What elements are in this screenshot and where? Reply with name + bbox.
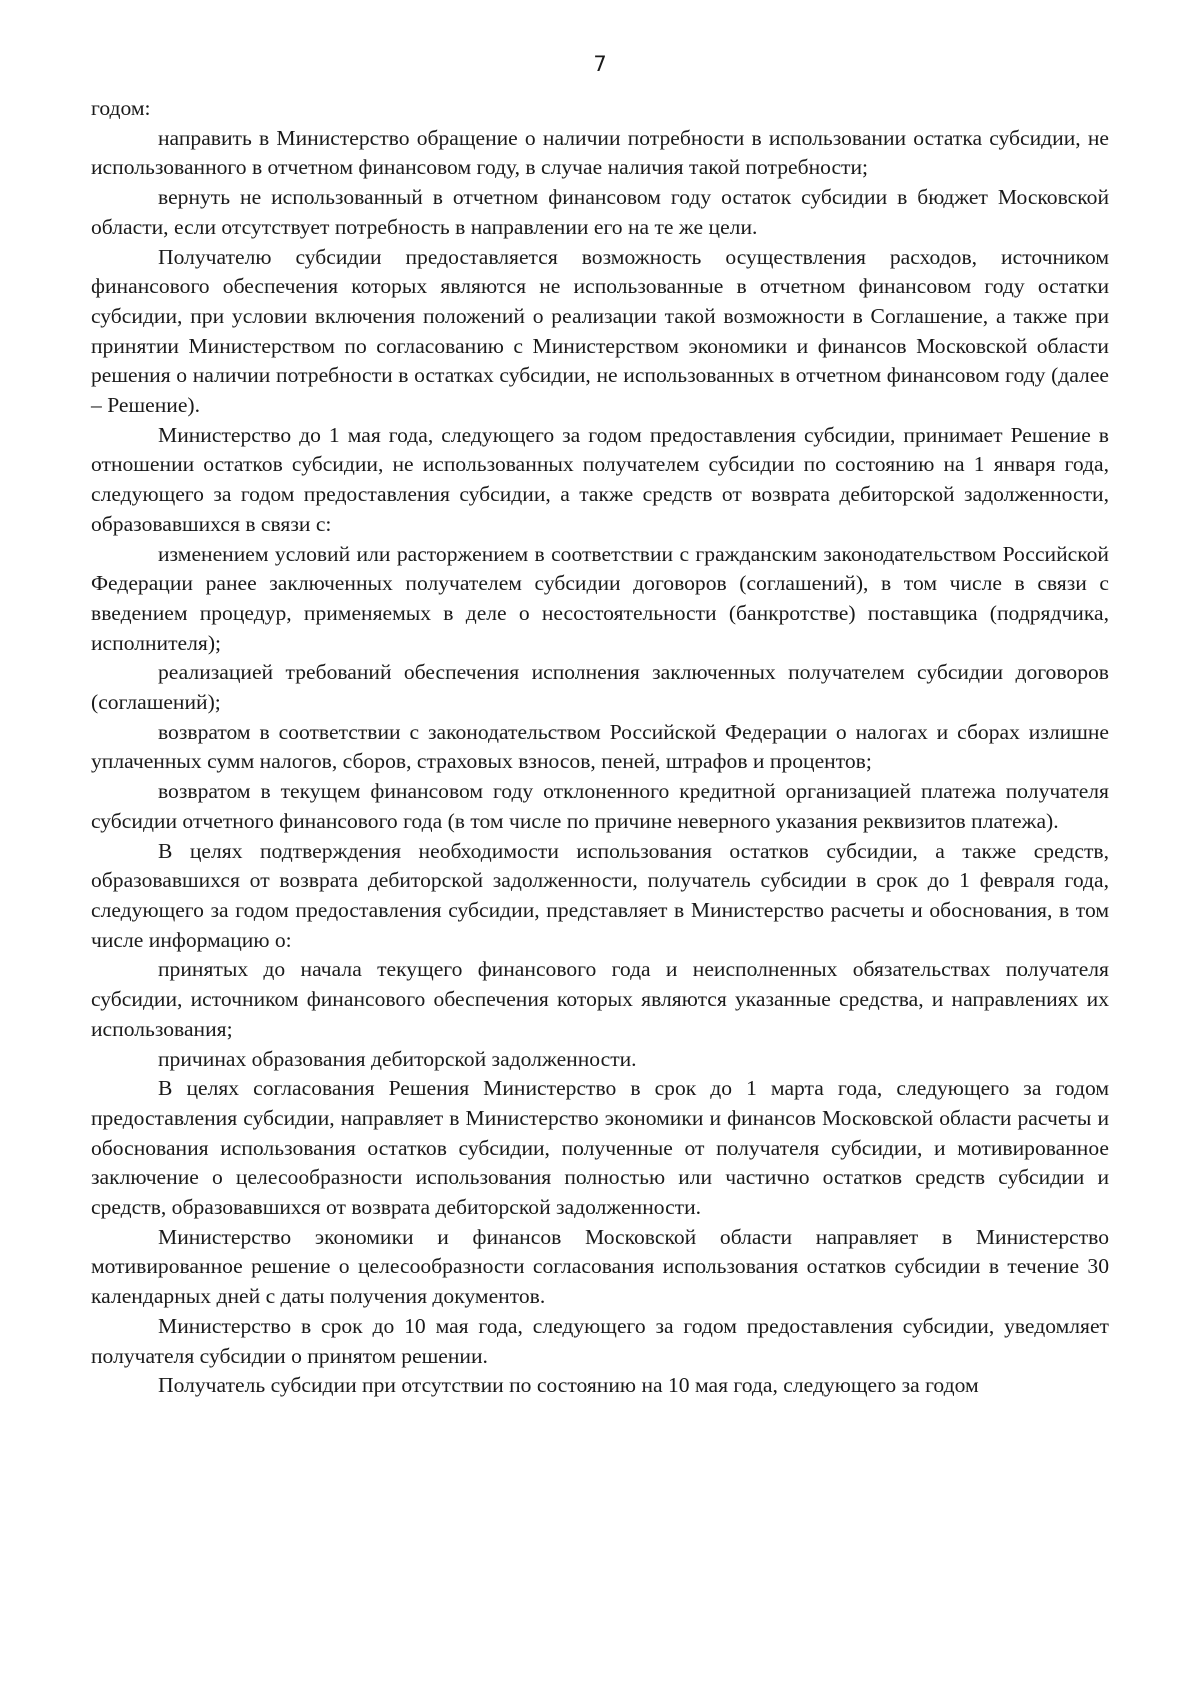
paragraph: Министерство до 1 мая года, следующего за годом предоставления субсидии, принимает Решение в отношении остатков субсидии, не использованных получателем субсидии по состоянию на 1 января года, следующего за годом предоставления субсидии, а также средств от возврата дебиторской задолженности, образовавшихся в связи с: [91,422,1109,536]
paragraph: вернуть не использованный в отчетном финансовом году остаток субсидии в бюджет Московской области, если отсутствует потребность в направлении его на те же цели. [91,185,1109,239]
paragraph: изменением условий или расторжением в соответствии с гражданским законодательством Российской Федерации ранее заключенных получателем субсидии договоров (соглашений), в том числе в связи с введением процедур, применяемых в деле о несостоятельности (банкротстве) поставщика (подрядчика, исполнителя); [91,541,1109,655]
paragraph: возвратом в текущем финансовом году отклоненного кредитной организацией платежа получателя субсидии отчетного финансового года (в том числе по причине неверного указания реквизитов платежа). [91,779,1109,833]
paragraph: В целях согласования Решения Министерство в срок до 1 марта года, следующего за годом предоставления субсидии, направляет в Министерство экономики и финансов Московской области расчеты и обоснования использования остатков субсидии, полученные от получателя субсидии, и мотивированное заключение о целесообразности использования полностью или частично остатков средств субсидии и средств, образовавшихся от возврата дебиторской задолженности. [91,1076,1109,1220]
paragraph: реализацией требований обеспечения исполнения заключенных получателем субсидии договоров (соглашений); [91,660,1109,715]
document-body [91,94,1109,1401]
paragraph: направить в Министерство обращение о наличии потребности в использовании остатка субсидии, не использованного в отчетном финансовом году, в случае наличия такой потребности; [91,125,1109,180]
paragraph: Министерство экономики и финансов Московской области направляет в Министерство мотивированное решение о целесообразности согласования использования остатков субсидии в течение 30 календарных дней с даты получения документов. [91,1224,1109,1309]
paragraph: годом: [91,96,151,120]
paragraph: В целях подтверждения необходимости использования остатков субсидии, а также средств, образовавшихся от возврата дебиторской задолженности, получатель субсидии в срок до 1 февраля года, следующего за годом предоставления субсидии, представляет в Министерство расчеты и обоснования, в том числе информацию о: [91,838,1109,952]
page-number: 7 [593,52,607,76]
paragraph: причинах образования дебиторской задолженности. [158,1046,637,1071]
paragraph: Министерство в срок до 10 мая года, следующего за годом предоставления субсидии, уведомляет получателя субсидии о принятом решении. [91,1313,1109,1368]
paragraph: Получатель субсидии при отсутствии по состоянию на 10 мая года, следующего за годом [158,1373,979,1398]
paragraph: Получателю субсидии предоставляется возможность осуществления расходов, источником финансового обеспечения которых являются не использованные в отчетном финансовом году остатки субсидии, при условии включения положений о реализации такой возможности в Соглашение, а также при принятии Министерством по согласованию с Министерством экономики и финансов Московской области решения о наличии потребности в остатках субсидии, не использованных в отчетном финансовом году (далее – Решение). [91,244,1109,418]
paragraph: возвратом в соответствии с законодательством Российской Федерации о налогах и сборах излишне уплаченных сумм налогов, сборов, страховых взносов, пеней, штрафов и процентов; [91,719,1109,774]
paragraph: принятых до начала текущего финансового года и неисполненных обязательствах получателя субсидии, источником финансового обеспечения которых являются указанные средства, и направлениях их использования; [91,957,1109,1041]
